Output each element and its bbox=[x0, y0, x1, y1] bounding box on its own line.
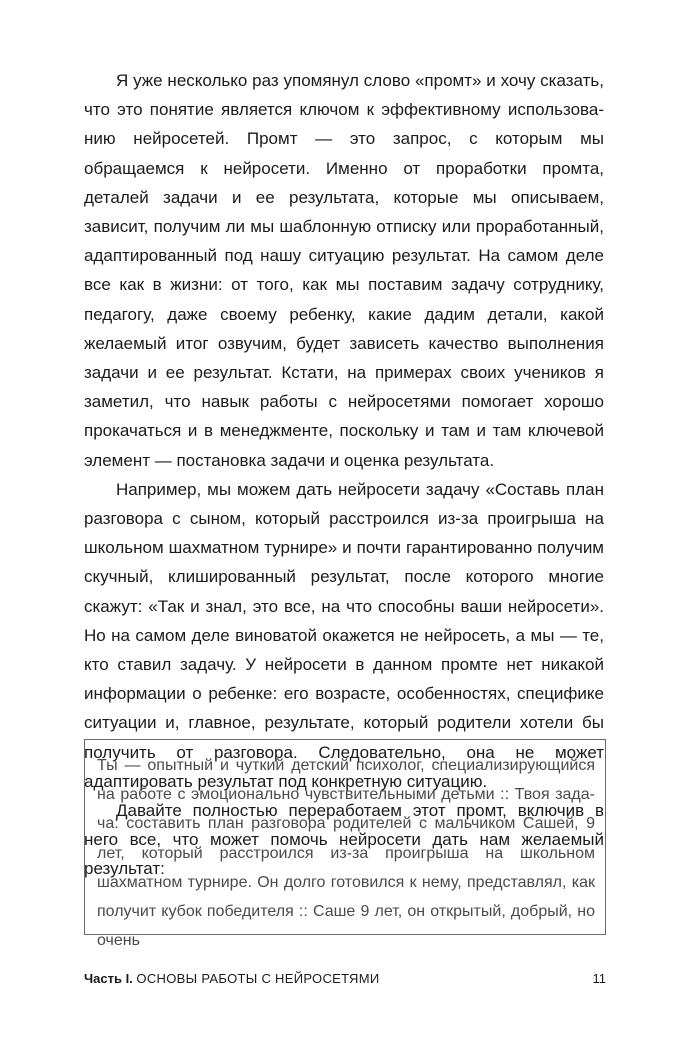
page-number: 11 bbox=[592, 971, 606, 986]
footer-part-label: Часть I. bbox=[84, 971, 133, 986]
running-footer bbox=[84, 971, 606, 991]
prompt-example-box bbox=[84, 739, 606, 950]
paragraph-prompt-definition: Я уже несколько раз упомянул слово «промт» и хочу сказать, что это понятие является ключом к эффективному использованию нейросетей. Промт — это запрос, с которым мы обращаемся к нейросети. Именно от проработки промта, деталей задачи и ее результата, которые мы описываем, зависит, получим ли мы шаблонную отписку или проработанный, адаптированный под нашу ситуацию результат. На самом деле все как в жизни: от того, как мы поставим задачу сотруднику, педагогу, даже своему ребенку, какие дадим детали, какой желаемый итог озвучим, будет зависеть качество выполнения задачи и ее результат. Кстати, на примерах своих учеников я заметил, что навык работы с нейросетями помогает хорошо прокачаться и в менеджменте, поскольку и там и там ключевой элемент — постановка задачи и оценка результата. bbox=[84, 71, 604, 470]
paragraph-rework-intro: Давайте полностью переработаем этот промт, включив в него все, что может помочь нейросети дать нам желаемый результат: bbox=[84, 801, 604, 879]
footer-section-title: ОСНОВЫ РАБОТЫ С НЕЙРОСЕТЯМИ bbox=[136, 971, 380, 986]
paragraph-example: Например, мы можем дать нейросети задачу «Составь план разговора с сыном, который расстроился из-за проигрыша на школьном шахматном турнире» и почти гарантированно получим скучный, клишированный результат, после которого многие скажут: «Так и знал, это все, на что способны ваши нейросети». Но на самом деле виноватой окажется не нейросеть, а мы — те, кто ставил задачу. У нейросети в данном промте нет никакой информации о ребенке: его возрасте, особенностях, специфике ситуации и, главное, результате, который родители хотели бы получить от разговора. Следовательно, она не может адаптировать результат под конкретную ситуацию. bbox=[84, 479, 604, 791]
prompt-example-text: Ты — опытный и чуткий детский психолог, специализирующийся на работе с эмоционально чувствительными детьми :: Твоя задача: составить план разговора родителей с мальчиком Сашей, 9 лет, который расстроился из-за проигрыша на школьном шахматном турнире. Он долго готовился к нему, представлял, как получит кубок победителя :: Саше 9 лет, он открытый, добрый, но очень bbox=[97, 757, 595, 950]
